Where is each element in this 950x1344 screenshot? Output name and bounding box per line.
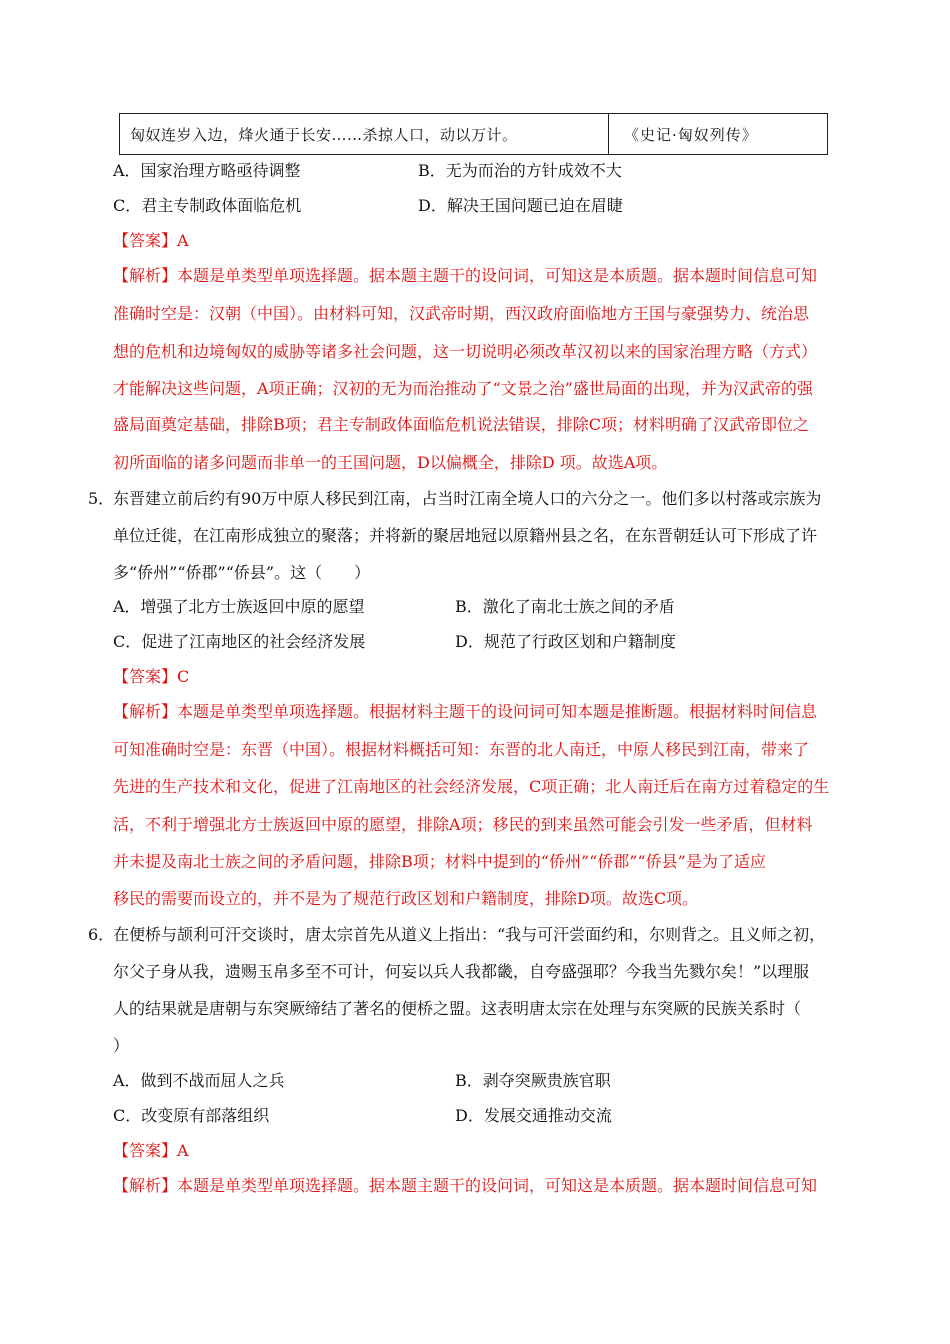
table-divider <box>608 114 609 154</box>
q5-number: 5． <box>88 489 115 508</box>
q5-answer: 【答案】C <box>113 667 190 686</box>
q6-analysis-line: 【解析】本题是单类型单项选择题。据本题主题干的设问词，可知这是本质题。据本题时间信息可知 <box>113 1176 818 1195</box>
q4-analysis-line: 【解析】本题是单类型单项选择题。据本题主题干的设问词，可知这是本质题。据本题时间信息可知 <box>113 266 818 285</box>
source-table <box>119 113 828 155</box>
q5-stem-line: 单位迁徙，在江南形成独立的聚落；并将新的聚居地冠以原籍州县之名，在东晋朝廷认可下形成了许 <box>113 526 818 545</box>
q4-analysis-line: 盛局面奠定基础，排除B项；君主专制政体面临危机说法错误，排除C项；材料明确了汉武帝即位之 <box>113 415 810 434</box>
q5-analysis-line: 先进的生产技术和文化，促进了江南地区的社会经济发展，C项正确；北人南迁后在南方过着稳定的生 <box>113 777 830 796</box>
q5-analysis-line: 可知准确时空是：东晋（中国）。根据材料概括可知：东晋的北人南迁，中原人移民到江南，带来了 <box>113 740 810 759</box>
q5-stem-line: 多“侨州”“侨郡”“侨县”。这（ ） <box>113 563 371 582</box>
q4-option-a[interactable]: A．国家治理方略亟待调整 <box>113 161 301 180</box>
q5-option-a[interactable]: A．增强了北方士族返回中原的愿望 <box>113 597 365 616</box>
q5-analysis-line: 活，不利于增强北方士族返回中原的愿望，排除A项；移民的到来虽然可能会引发一些矛盾，但材料 <box>113 815 813 834</box>
q6-option-d[interactable]: D．发展交通推动交流 <box>455 1106 612 1125</box>
q6-option-c[interactable]: C．改变原有部落组织 <box>113 1106 270 1125</box>
q4-analysis-line: 初所面临的诸多问题而非单一的王国问题，D以偏概全，排除D 项。故选A项。 <box>113 453 668 472</box>
q6-option-b[interactable]: B．剥夺突厥贵族官职 <box>455 1071 611 1090</box>
q4-analysis-line: 准确时空是：汉朝（中国）。由材料可知，汉武帝时期，西汉政府面临地方王国与豪强势力、统治思 <box>113 304 810 323</box>
q4-option-d[interactable]: D．解决王国问题已迫在眉睫 <box>418 196 623 215</box>
q6-stem-line: 尔父子身从我，遗赐玉帛多至不可计，何妄以兵人我都畿，自夸盛强耶？今我当先戮尔矣！”以理服 <box>113 962 810 981</box>
q5-analysis-line: 并未提及南北士族之间的矛盾问题，排除B项；材料中提到的“侨州”“侨郡”“侨县”是为了适应 <box>113 852 766 871</box>
q5-analysis-line: 移民的需要而设立的，并不是为了规范行政区划和户籍制度，排除D项。故选C项。 <box>113 889 699 908</box>
q6-stem-line: ） <box>113 1036 130 1055</box>
q5-option-c[interactable]: C．促进了江南地区的社会经济发展 <box>113 632 366 651</box>
q6-answer: 【答案】A <box>113 1141 189 1160</box>
q6-stem-line: 人的结果就是唐朝与东突厥缔结了著名的便桥之盟。这表明唐太宗在处理与东突厥的民族关系时（ <box>113 999 802 1018</box>
q5-option-b[interactable]: B．激化了南北士族之间的矛盾 <box>455 597 675 616</box>
q5-stem-line: 东晋建立前后约有90万中原人移民到江南，占当时江南全境人口的六分之一。他们多以村落或宗族为 <box>113 489 822 508</box>
q4-analysis-line: 才能解决这些问题，A项正确；汉初的无为而治推动了“文景之治”盛世局面的出现，并为汉武帝的强 <box>113 379 813 398</box>
q5-analysis-line: 【解析】本题是单类型单项选择题。根据材料主题干的设问词可知本题是推断题。根据材料时间信息 <box>113 702 818 721</box>
source-citation: 《史记·匈奴列传》 <box>624 126 758 144</box>
q4-analysis-line: 想的危机和边境匈奴的威胁等诸多社会问题，这一切说明必须改革汉初以来的国家治理方略（方式） <box>113 342 818 361</box>
source-quote: 匈奴连岁入边，烽火通于长安……杀掠人口，动以万计。 <box>130 126 518 144</box>
q4-option-b[interactable]: B．无为而治的方针成效不大 <box>418 161 622 180</box>
q6-stem-line: 在便桥与颉利可汗交谈时，唐太宗首先从道义上指出：“我与可汗尝面约和，尔则背之。且义师之初， <box>113 925 826 944</box>
q5-option-d[interactable]: D．规范了行政区划和户籍制度 <box>455 632 676 651</box>
q4-option-c[interactable]: C．君主专制政体面临危机 <box>113 196 302 215</box>
q4-answer: 【答案】A <box>113 231 189 250</box>
q6-option-a[interactable]: A．做到不战而屈人之兵 <box>113 1071 285 1090</box>
q6-number: 6． <box>88 925 115 944</box>
